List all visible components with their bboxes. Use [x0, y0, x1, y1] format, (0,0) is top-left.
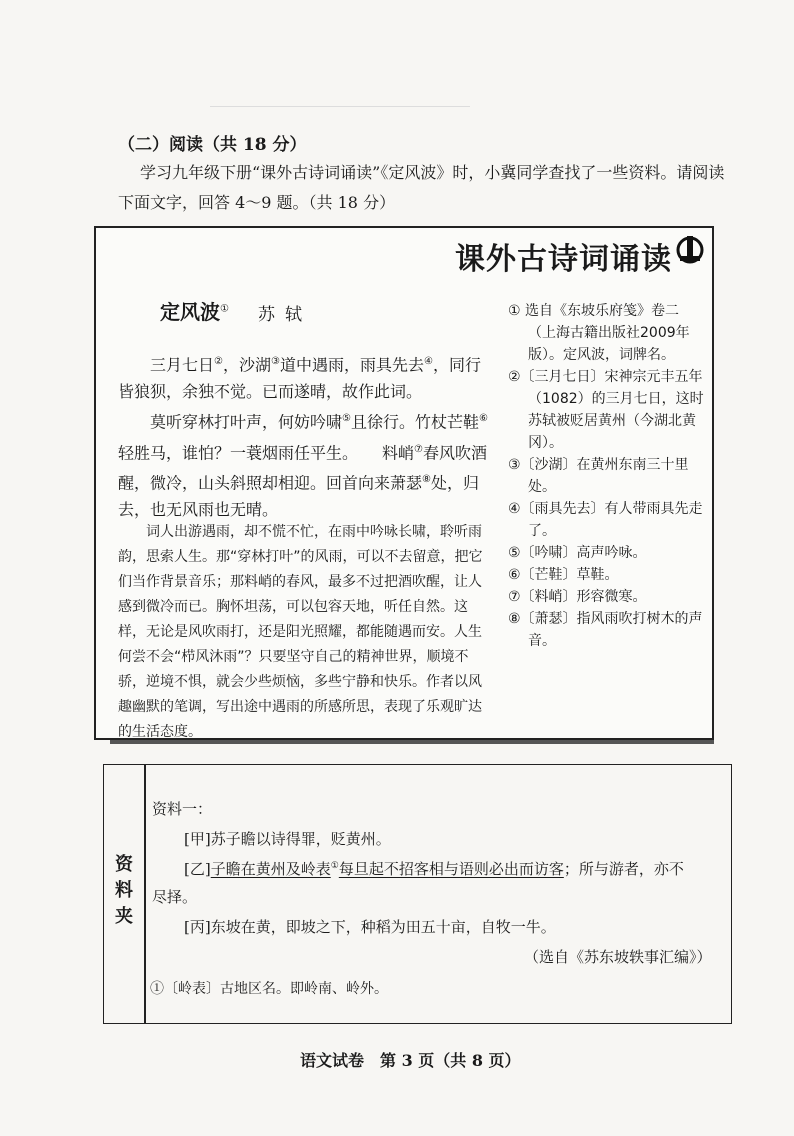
poem-title-note-marker: ①	[220, 303, 229, 315]
material-footnote: ①〔岭表〕古地区名。即岭南、岭外。	[150, 981, 388, 997]
verse-segment: 春风吹酒醒，微冷，山头斜照却相迎。回首向来萧瑟	[118, 442, 487, 493]
verse-note-marker: ⑦	[414, 443, 423, 455]
verse-note-marker: ⑥	[479, 413, 488, 425]
intro-line-2: 下面文字，回答 4～9 题。（共 18 分）	[118, 193, 396, 212]
note-item: ⑤〔吟啸〕高声吟咏。	[508, 545, 647, 561]
poem-commentary: 词人出游遇雨，却不慌不忙，在雨中吟咏长啸，聆听雨韵，思索人生。那“穿林打叶”的风雨，可以不去留意，把它们当作背景音乐；那料峭的春风，最多不过把酒吹醒，让人感到微冷而已。胸怀坦荡，可以包容天地，听任自然。这样，无论是风吹雨打，还是阳光照耀，都能随遇而安。人生何尝不会“栉风沐雨”？只要坚守自己的精神世界，顺境不骄，逆境不惧，就会少些烦恼，多些宁静和快乐。作者以风趣幽默的笔调，写出途中遇雨的所感所思，表现了乐观旷达的生活态度。	[118, 524, 483, 740]
material-heading: 资料一：	[152, 800, 213, 818]
preface-segment: 三月七日	[150, 355, 215, 375]
scan-line	[210, 106, 470, 107]
note-item: ⑧〔萧瑟〕指风雨吹打树木的声音。	[508, 611, 703, 649]
note-item: ⑥〔芒鞋〕草鞋。	[508, 567, 619, 583]
page-footer: 语文试卷 第 3 页（共 8 页）	[300, 1051, 521, 1070]
poem-verse	[118, 405, 490, 523]
note-item: ④〔雨具先去〕有人带雨具先走了。	[508, 501, 703, 539]
preface-note-marker: ③	[271, 356, 280, 367]
preface-note-marker: ②	[214, 356, 223, 367]
book-logo-icon	[676, 232, 704, 268]
poem-author: 苏轼	[258, 305, 312, 325]
verse-segment: 处，归去，也无风雨也无晴。	[118, 473, 479, 520]
material-jia: [甲]苏子瞻以诗得罪，贬黄州。	[184, 830, 391, 848]
preface-segment: ，沙湖	[222, 355, 271, 375]
preface-segment: 道中遇雨，雨具先去	[279, 355, 424, 375]
verse-note-marker: ⑤	[342, 413, 351, 425]
intro-line-1: 学习九年级下册“课外古诗词诵读”《定风波》时，小冀同学查找了一些资料。请阅读	[140, 163, 725, 182]
note-item: ③〔沙湖〕在黄州东南三十里处。	[508, 457, 689, 495]
note-item: ⑦〔料峭〕形容微寒。	[508, 589, 647, 605]
verse-note-marker: ⑧	[422, 473, 431, 485]
preface-segment: ，同行皆狼狈，余独不觉。已而遂晴，故作此词。	[118, 355, 481, 402]
material-source: （选自《苏东坡轶事汇编》）	[524, 948, 712, 966]
poem-title: 定风波①	[160, 300, 229, 324]
material-yi: [乙]子瞻在黄州及岭表①每旦起不招客相与语则必出而访客；所与游者，亦不	[184, 860, 684, 878]
poem-box-title: 课外古诗词诵读	[455, 242, 672, 277]
verse-segment: 轻胜马，谁怕？一蓑烟雨任平生。 料峭	[118, 442, 415, 462]
preface-note-marker: ④	[423, 356, 433, 367]
materials-divider	[144, 764, 146, 1024]
note-item: ②〔三月七日〕宋神宗元丰五年（1082）的三月七日，这时苏轼被贬居黄州（今湖北黄冈）。	[508, 369, 704, 451]
verse-segment: 且徐行。竹杖芒鞋	[350, 412, 479, 432]
note-item: ① 选自《东坡乐府笺》卷二（上海古籍出版社2009年版）。定风波，词牌名。	[508, 303, 690, 363]
materials-label: 资 料 夹	[115, 854, 133, 927]
material-yi-cont: 尽择。	[152, 888, 198, 906]
poem-preface	[118, 348, 490, 405]
poem-notes	[508, 300, 706, 652]
material-bing: [丙]东坡在黄，即坡之下，种稻为田五十亩，自牧一牛。	[184, 918, 556, 936]
section-title: （二）阅读（共 18 分）	[118, 135, 307, 155]
poem-text	[118, 348, 490, 523]
verse-segment: 莫听穿林打叶声，何妨吟啸	[150, 412, 343, 432]
